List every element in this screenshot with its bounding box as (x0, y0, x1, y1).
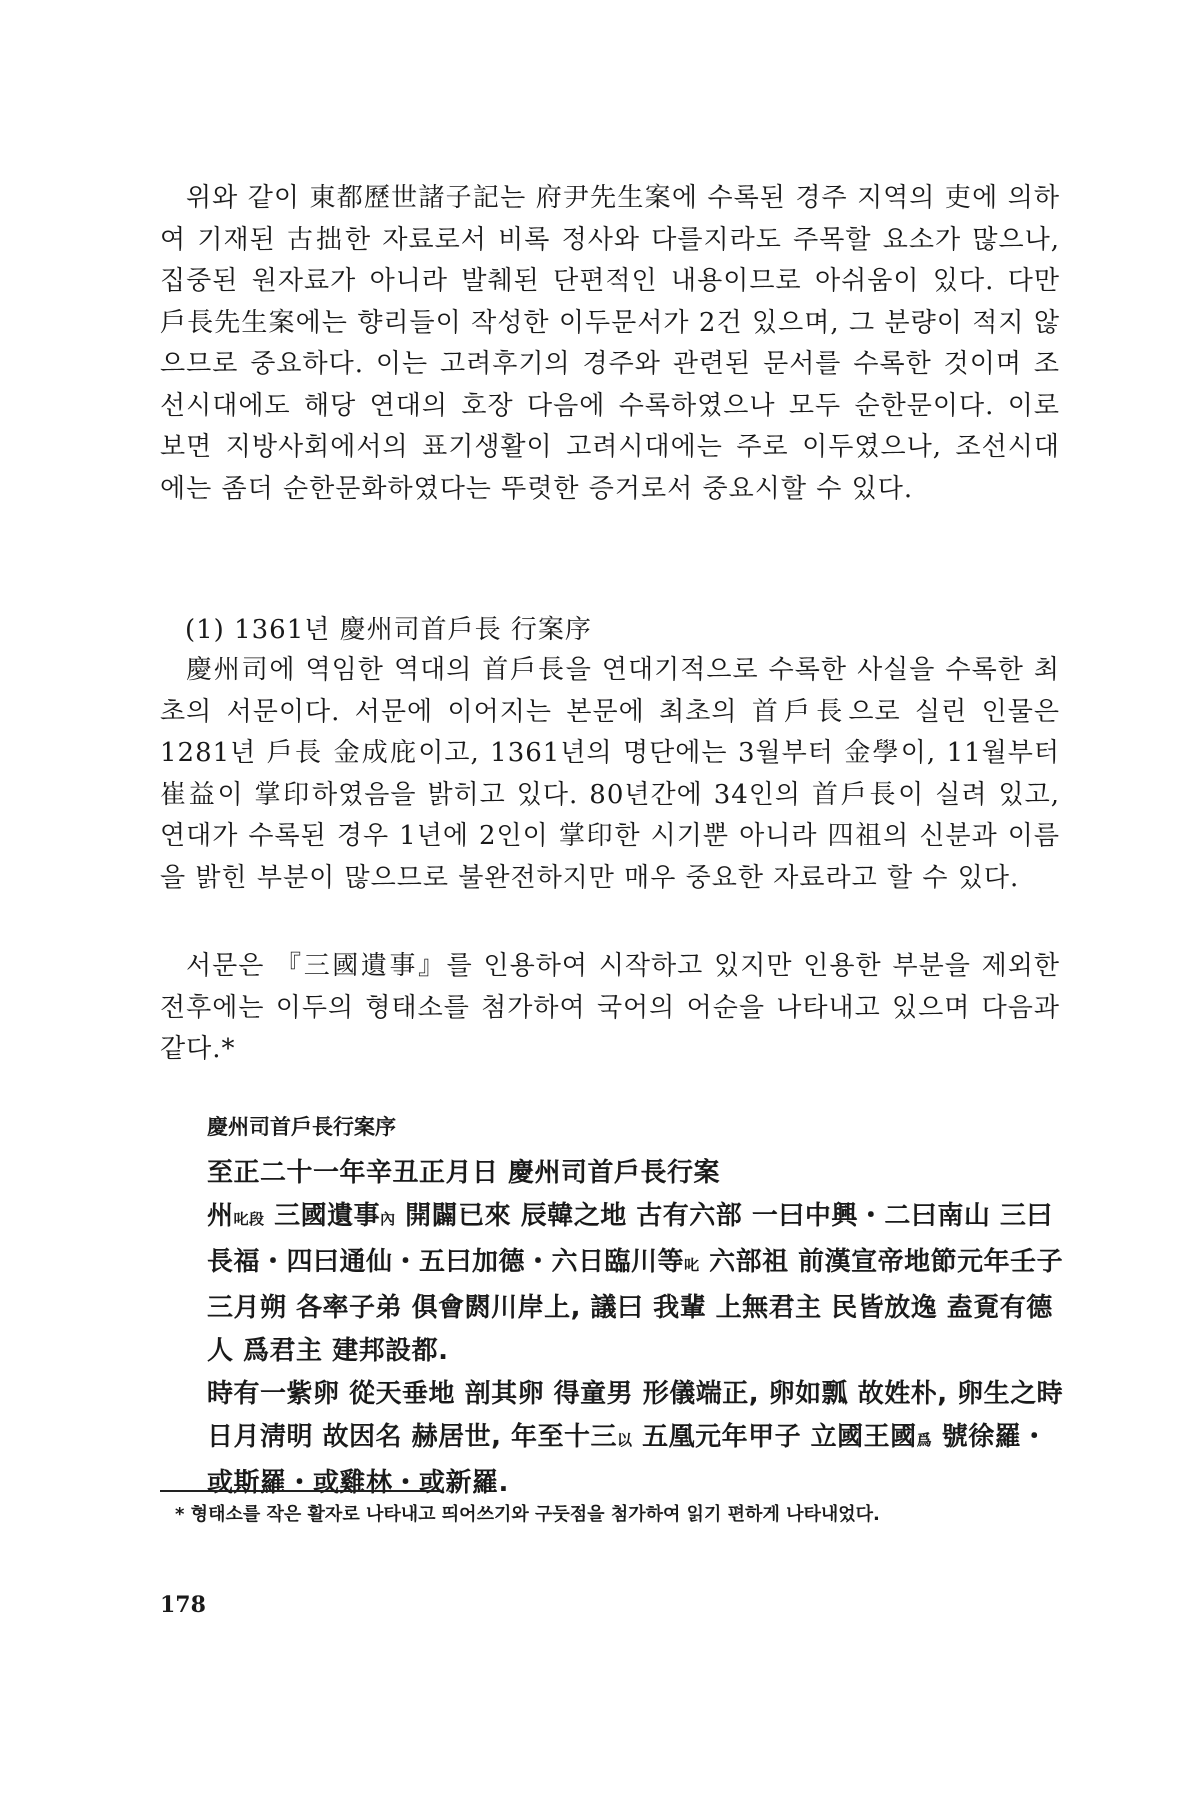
idu-morpheme: 叱段 (233, 1210, 265, 1228)
body-paragraph-2 (160, 650, 1060, 899)
quote-title: 慶州司首戶長行案序 (207, 1115, 396, 1139)
quote-text: 時有一紫卵 從天垂地 剖其卵 得童男 形儀端正, 卵如瓢 故姓朴, 卵生之時 日月淸明 故因名 赫居世, 年至十三 (207, 1379, 1064, 1452)
footnote-divider (160, 1490, 440, 1492)
section-heading: (1) 1361년 慶州司首戶長 行案序 (185, 615, 592, 645)
quote-text: 開闢已來 辰韓之地 古有六部 一曰中興・二曰南山 三曰長福・四曰通仙・五曰加德・六日臨川等 (207, 1201, 1053, 1277)
idu-morpheme: 以 (617, 1431, 633, 1449)
quote-text: 六部祖 前漢宣帝地節元年壬子 三月朔 各率子弟 俱會閼川岸上, 議曰 我輩 上無君主 民皆放逸 盍覔有德人 爲君主 建邦設都. (207, 1247, 1064, 1366)
footnote: * 형태소를 작은 활자로 나타내고 띄어쓰기와 구둣점을 첨가하여 읽기 편하게 나타내었다. (175, 1504, 880, 1525)
paragraph-text: 서문은 『三國遺事』를 인용하여 시작하고 있지만 인용한 부분을 제외한 전후에는 이두의 형태소를 첨가하여 국어의 어순을 나타내고 있으며 다음과 같다.* (160, 951, 1060, 1064)
paragraph-text: 위와 같이 東都歷世諸子記는 府尹先生案에 수록된 경주 지역의 吏에 의하여 기재된 古拙한 자료로서 비록 정사와 다를지라도 주목할 요소가 많으나, 집중된 원자료가 아니라 발췌된 단편적인 내용이므로 아쉬움이 있다. 다만 戶長先生案에는 향리들이 작성한 이두문서가 2건 있으며, 그 분량이 적지 않으므로 중요하다. 이는 고려후기의 경주와 관련된 문서를 수록한 것이며 조선시대에도 해당 연대의 호장 다음에 수록하였으나 모두 순한문이다. 이로 보면 지방사회에서의 표기생활이 고려시대에는 주로 이두였으나, 조선시대에는 좀더 순한문화하였다는 뚜렷한 증거로서 중요시할 수 있다. (160, 183, 1060, 504)
quote-line-3 (207, 1373, 1067, 1505)
quoted-document (207, 1152, 1067, 1505)
body-paragraph-3 (160, 946, 1060, 1071)
idu-morpheme: 內 (380, 1210, 396, 1228)
quote-text: 五凰元年甲子 立國王國 (632, 1422, 917, 1452)
quote-line-2 (207, 1195, 1067, 1373)
page-number: 178 (160, 1592, 206, 1618)
paragraph-text: 慶州司에 역임한 역대의 首戶長을 연대기적으로 수록한 사실을 수록한 최초의 서문이다. 서문에 이어지는 본문에 최초의 首戶長으로 실린 인물은 1281년 戶長 金成庇이고, 1361년의 명단에는 3월부터 金學이, 11월부터 崔益이 掌印하였음을 밝히고 있다. 80년간에 34인의 首戶長이 실려 있고, 연대가 수록된 경우 1년에 2인이 掌印한 시기뿐 아니라 四祖의 신분과 이름을 밝힌 부분이 많으므로 불완전하지만 매우 중요한 자료라고 할 수 있다. (160, 655, 1060, 893)
quote-text: 號徐羅・或斯羅・或雞林・或新羅. (207, 1422, 1048, 1498)
body-paragraph-1 (160, 178, 1060, 510)
idu-morpheme: 爲 (916, 1431, 933, 1449)
quote-text: 州 (207, 1201, 234, 1231)
quote-line-1: 至正二十一年辛丑正月日 慶州司首戶長行案 (207, 1158, 721, 1188)
quote-text: 三國遺事 (264, 1201, 381, 1231)
idu-morpheme: 叱 (684, 1256, 700, 1274)
